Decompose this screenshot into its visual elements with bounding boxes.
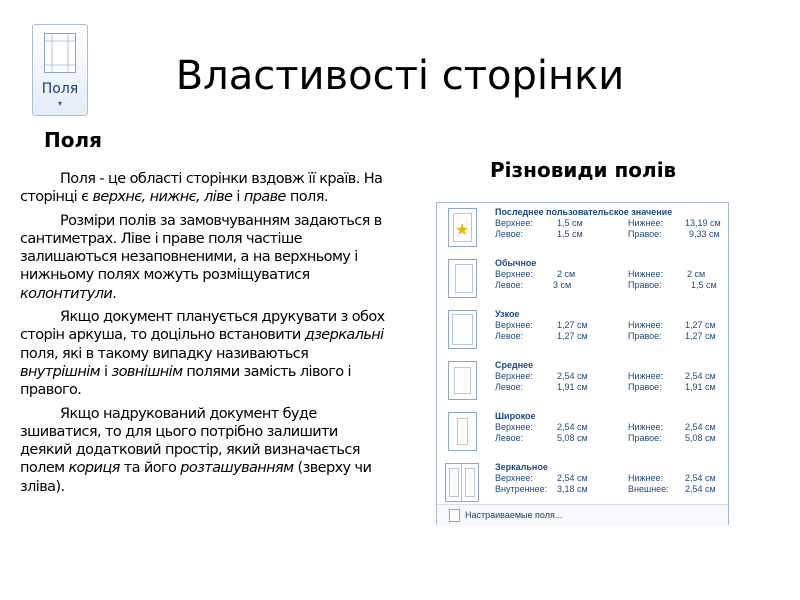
- option-value: 1,27 см: [685, 320, 716, 330]
- custom-margins-label: Настраиваемые поля...: [465, 510, 563, 520]
- page-narrow-icon: [448, 310, 477, 349]
- section-heading: Поля: [44, 128, 102, 152]
- option-key: Нижнее:: [628, 320, 664, 330]
- option-key: Верхнее:: [495, 473, 533, 483]
- body-text: [20, 170, 388, 501]
- option-key: Верхнее:: [495, 218, 533, 228]
- option-value: 9,33 см: [689, 229, 720, 239]
- option-name: Зеркальное: [495, 462, 548, 472]
- option-key: Правое:: [628, 433, 662, 443]
- text-run: Розміри полів за замовчуванням задаються в сантиметрах. Ліве і праве поля частіше залишаються незаповненими, а на верхньому і нижньому полях можуть розміщуватися: [20, 212, 382, 284]
- option-key: Левое:: [495, 331, 524, 341]
- option-value: 3,18 см: [557, 484, 588, 494]
- option-key: Правое:: [628, 229, 662, 239]
- option-value: 2,54 см: [685, 422, 716, 432]
- text-run: поля.: [285, 189, 328, 206]
- option-key: Верхнее:: [495, 371, 533, 381]
- option-value: 1,27 см: [685, 331, 716, 341]
- option-value: 2,54 см: [557, 422, 588, 432]
- option-key: Правое:: [628, 382, 662, 392]
- margin-option-normal[interactable]: [437, 254, 728, 306]
- custom-margins-icon: [449, 509, 460, 522]
- option-value: 2 см: [687, 269, 706, 279]
- option-key: Левое:: [495, 433, 524, 443]
- text-run: та його: [119, 460, 181, 477]
- option-key: Правое:: [628, 331, 662, 341]
- text-run: полями замість лівого і правого.: [20, 363, 351, 399]
- paragraph-4: [20, 405, 388, 496]
- option-value: 1,5 см: [691, 280, 717, 290]
- option-value: 2,54 см: [685, 484, 716, 494]
- paragraph-3: [20, 308, 388, 399]
- option-key: Верхнее:: [495, 320, 533, 330]
- margin-option-last-custom[interactable]: [437, 203, 728, 255]
- option-key: Нижнее:: [628, 371, 664, 381]
- option-value: 2 см: [557, 269, 576, 279]
- text-run: Якщо надрукований документ буде зшиватися, то для цього потрібно залишити деякий додатковий простір, який визначається полем: [20, 405, 360, 477]
- option-value: 1,27 см: [557, 320, 588, 330]
- option-name: Широкое: [495, 411, 536, 421]
- option-value: 1,27 см: [557, 331, 588, 341]
- italic-term: верхнє, нижнє, ліве: [92, 189, 233, 206]
- margin-option-mirrored[interactable]: [437, 458, 728, 510]
- paragraph-2: [20, 212, 388, 303]
- option-value: 2,54 см: [685, 473, 716, 483]
- paragraph-1: [20, 170, 388, 207]
- option-value: 2,54 см: [557, 371, 588, 381]
- option-key: Верхнее:: [495, 269, 533, 279]
- custom-margins-menu-item[interactable]: [437, 504, 728, 526]
- option-key: Внешнее:: [628, 484, 669, 494]
- option-key: Верхнее:: [495, 422, 533, 432]
- option-value: 5,08 см: [685, 433, 716, 443]
- italic-term: зовнішнім: [111, 363, 183, 380]
- page-wide-icon: [448, 412, 477, 451]
- option-key: Нижнее:: [628, 269, 664, 279]
- option-value: 1,5 см: [557, 218, 583, 228]
- option-name: Среднее: [495, 360, 534, 370]
- margins-ribbon-button[interactable]: [32, 24, 88, 116]
- margins-dropdown-menu: [436, 202, 729, 525]
- option-key: Внутреннее:: [495, 484, 548, 494]
- text-run: (зверху чи зліва).: [20, 460, 372, 495]
- italic-term: розташуванням: [180, 460, 294, 477]
- italic-term: внутрішнім: [20, 363, 101, 380]
- option-value: 5,08 см: [557, 433, 588, 443]
- option-key: Нижнее:: [628, 473, 664, 483]
- text-run: .: [112, 285, 117, 302]
- margin-types-heading: Різновиди полів: [490, 158, 677, 182]
- option-key: Левое:: [495, 229, 524, 239]
- text-run: Поля - це області сторінки вздовж її країв. На сторінці є: [20, 171, 383, 206]
- option-name: Узкое: [495, 309, 520, 319]
- option-value: 2,54 см: [557, 473, 588, 483]
- page-medium-icon: [448, 361, 477, 400]
- star-page-icon: ★: [448, 208, 477, 247]
- italic-term: кориця: [68, 460, 120, 477]
- option-value: 1,91 см: [557, 382, 588, 392]
- text-run: поля, які в такому випадку називаються: [20, 345, 309, 362]
- option-value: 3 см: [553, 280, 572, 290]
- margin-option-wide[interactable]: [437, 407, 728, 459]
- option-key: Левое:: [495, 382, 524, 392]
- option-name: Обычное: [495, 258, 537, 268]
- slide-title: Властивості сторінки: [175, 53, 625, 99]
- chevron-down-icon: ▾: [57, 99, 62, 108]
- margin-option-narrow[interactable]: [437, 305, 728, 357]
- option-value: 13,19 см: [685, 218, 721, 228]
- option-key: Нижнее:: [628, 218, 664, 228]
- text-run: і: [100, 363, 112, 380]
- option-value: 1,91 см: [685, 382, 716, 392]
- margin-option-medium[interactable]: [437, 356, 728, 408]
- italic-term: дзеркальні: [304, 327, 384, 344]
- page-margins-icon: [44, 33, 76, 73]
- margins-button-label: Поля: [41, 81, 79, 97]
- page-normal-icon: [448, 259, 477, 298]
- option-value: 1,5 см: [557, 229, 583, 239]
- italic-term: праве: [243, 189, 286, 206]
- option-key: Левое:: [495, 280, 524, 290]
- option-key: Нижнее:: [628, 422, 664, 432]
- text-run: Якщо документ планується друкувати з обох сторін аркуша, то доцільно встановити: [20, 309, 385, 344]
- text-run: і: [232, 189, 244, 206]
- option-value: 2,54 см: [685, 371, 716, 381]
- italic-term: колонтитули: [20, 285, 113, 302]
- page-mirrored-icon: [445, 463, 479, 502]
- option-key: Правое:: [628, 280, 662, 290]
- option-name: Последнее пользовательское значение: [495, 207, 673, 217]
